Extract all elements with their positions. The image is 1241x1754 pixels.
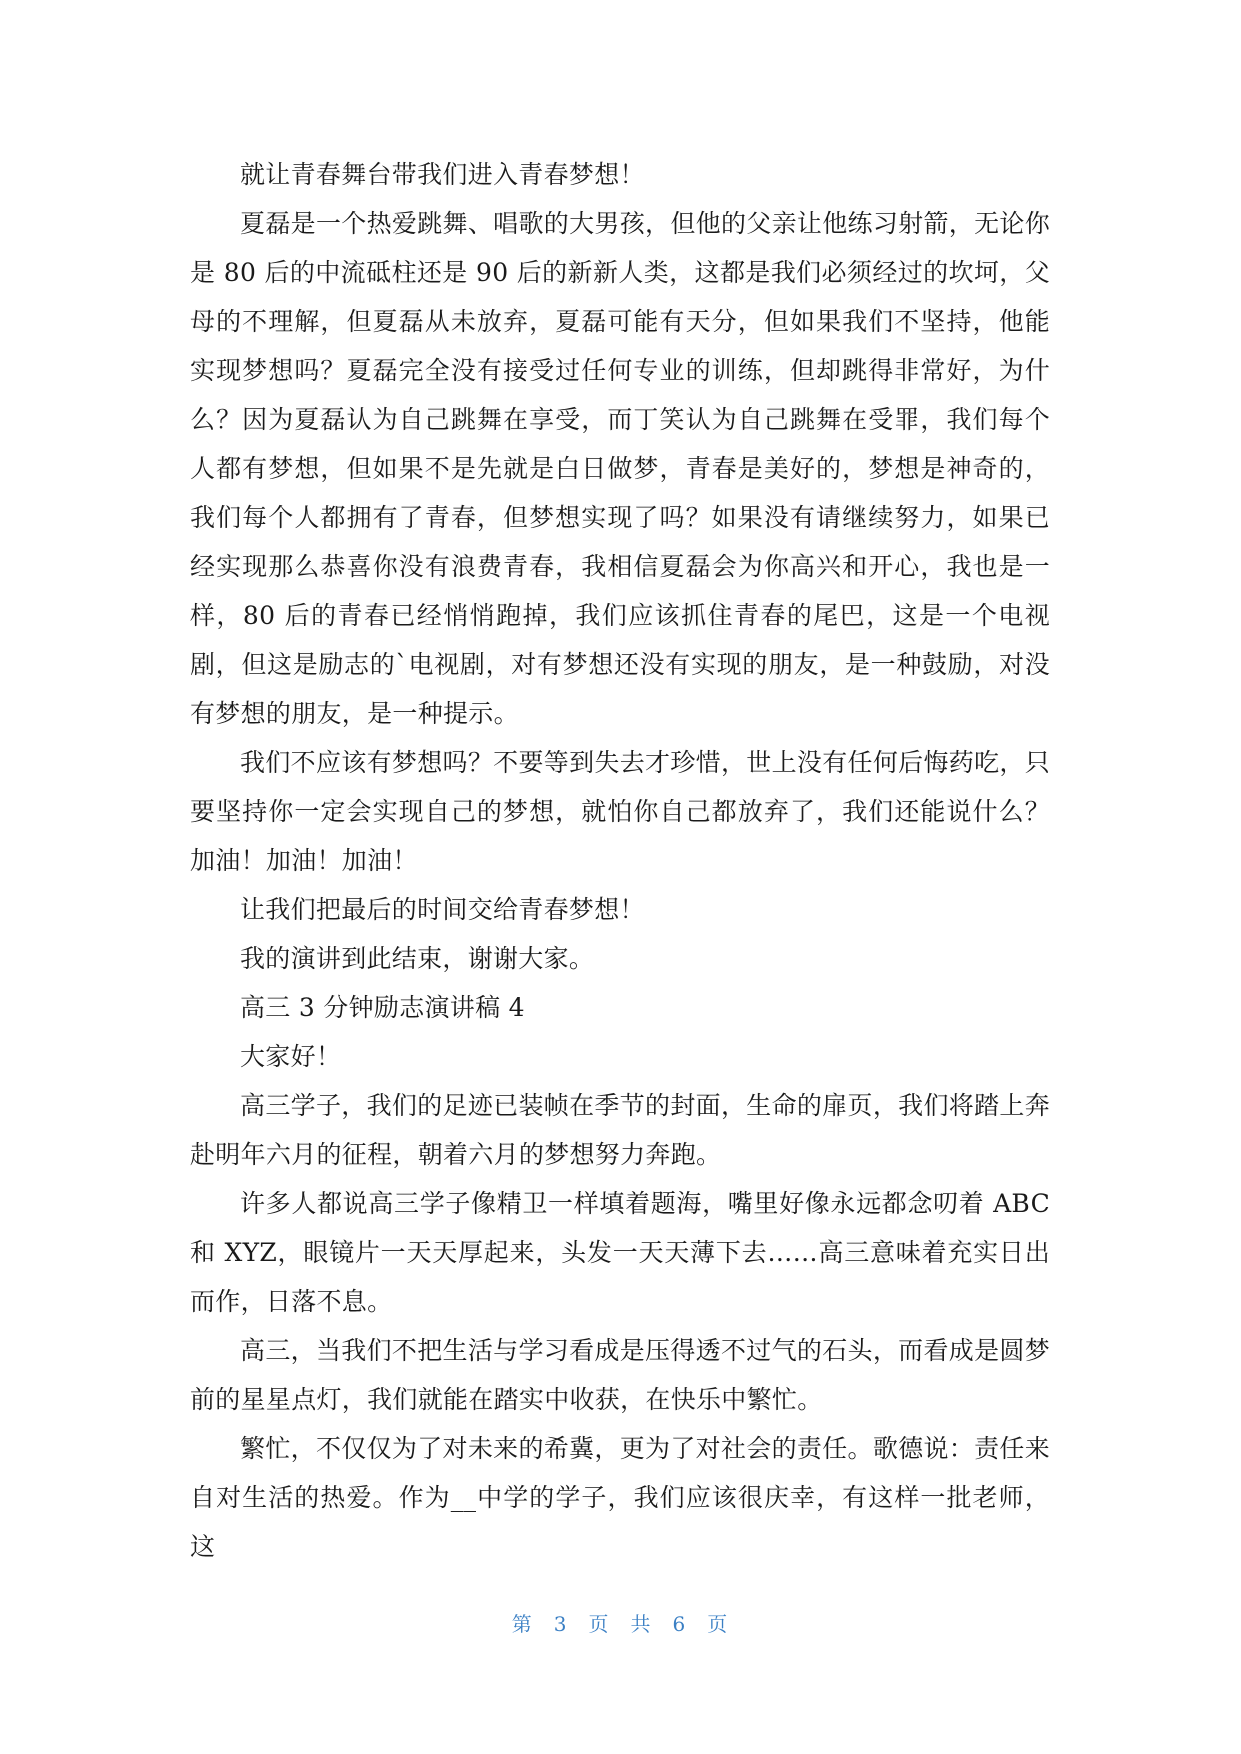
- paragraph: 就让青春舞台带我们进入青春梦想！: [240, 160, 645, 189]
- paragraph: 我们不应该有梦想吗？不要等到失去才珍惜，世上没有任何后悔药吃，只要坚持你一定会实现自己的梦想，就怕你自己都放弃了，我们还能说什么？加油！加油！加油！: [190, 748, 1050, 875]
- paragraph: 高三学子，我们的足迹已装帧在季节的封面，生命的扉页，我们将踏上奔赴明年六月的征程，朝着六月的梦想努力奔跑。: [190, 1091, 1050, 1169]
- footer-word: 页: [588, 1612, 611, 1636]
- footer-word: 共: [630, 1612, 653, 1636]
- paragraph: 繁忙，不仅仅为了对未来的希冀，更为了对社会的责任。歌德说：责任来自对生活的热爱。作为__中学的学子，我们应该很庆幸，有这样一批老师，这: [190, 1434, 1050, 1561]
- paragraph: 许多人都说高三学子像精卫一样填着题海，嘴里好像永远都念叨着 ABC 和 XYZ，眼镜片一天天厚起来，头发一天天薄下去……高三意味着充实日出而作，日落不息。: [190, 1189, 1050, 1316]
- total-page-number: 6: [672, 1612, 688, 1636]
- current-page-number: 3: [553, 1612, 569, 1636]
- paragraph: 我的演讲到此结束，谢谢大家。: [240, 944, 595, 973]
- section-heading: 高三 3 分钟励志演讲稿 4: [240, 993, 525, 1022]
- paragraph: 高三，当我们不把生活与学习看成是压得透不过气的石头，而看成是圆梦前的星星点灯，我们就能在踏实中收获，在快乐中繁忙。: [190, 1336, 1050, 1414]
- page-footer: [0, 1608, 1241, 1637]
- footer-word: 第: [511, 1612, 534, 1636]
- paragraph: 夏磊是一个热爱跳舞、唱歌的大男孩，但他的父亲让他练习射箭，无论你是 80 后的中流砥柱还是 90 后的新新人类，这都是我们必须经过的坎坷，父母的不理解，但夏磊从未放弃，夏磊可能有天分，但如果我们不坚持，他能实现梦想吗？夏磊完全没有接受过任何专业的训练，但却跳得非常好，为什么？因为夏磊认为自己跳舞在享受，而丁笑认为自己跳舞在受罪，我们每个人都有梦想，但如果不是先就是白日做梦，青春是美好的，梦想是神奇的，我们每个人都拥有了青春，但梦想实现了吗？如果没有请继续努力，如果已经实现那么恭喜你没有浪费青春，我相信夏磊会为你高兴和开心，我也是一样，80 后的青春已经悄悄跑掉，我们应该抓住青春的尾巴，这是一个电视剧，但这是励志的`电视剧，对有梦想还没有实现的朋友，是一种鼓励，对没有梦想的朋友，是一种提示。: [190, 209, 1050, 728]
- paragraph: 让我们把最后的时间交给青春梦想！: [240, 895, 645, 924]
- document-body: [190, 150, 1050, 1571]
- paragraph: 大家好！: [240, 1042, 342, 1071]
- footer-word: 页: [707, 1612, 730, 1636]
